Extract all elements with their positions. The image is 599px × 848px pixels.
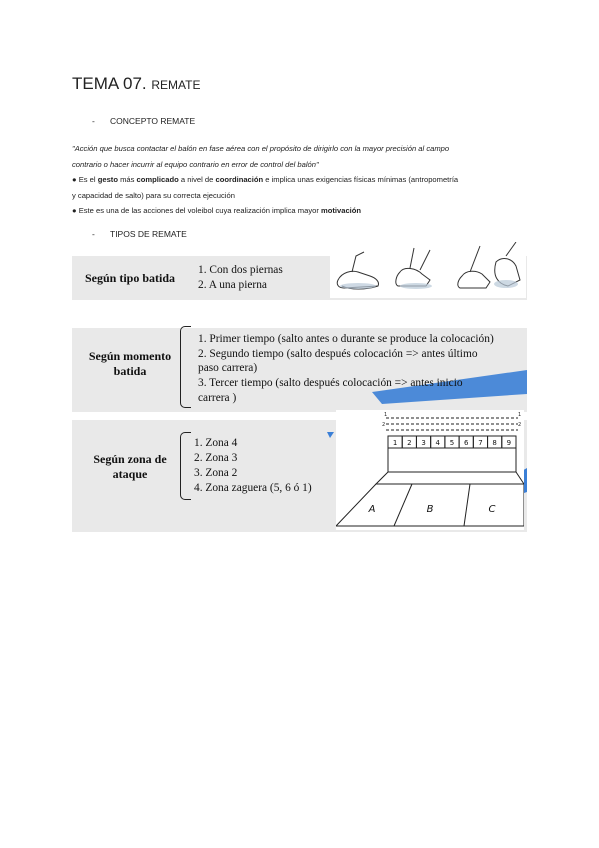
net-number: 5 (449, 439, 455, 447)
bullet-1: ● Es el gesto más complicado a nivel de coordinación e implica unas exigencias físicas mínimas (antropometría (72, 175, 459, 184)
bullet-2: ● Este es una de las acciones del voleibol cuya realización implica mayor motivación (72, 206, 362, 215)
sneakers-illustration (330, 242, 526, 298)
title-sub: REMATE (151, 78, 201, 92)
svg-text:1: 1 (384, 412, 388, 418)
dash-marker: - (92, 229, 95, 239)
item-dos-piernas: 1. Con dos piernas (198, 264, 283, 276)
brace-zona (180, 432, 191, 500)
net-number: 2 (407, 439, 412, 447)
item-tercer-tiempo-cont: carrera ) (198, 392, 237, 404)
category-tipo-batida: Según tipo batida (84, 271, 176, 285)
court-zone-label: C (488, 504, 496, 515)
category-momento-batida: Según momento batida (88, 349, 172, 378)
item-segundo-tiempo: 2. Segundo tiempo (salto después colocación => antes último (198, 348, 478, 360)
item-tercer-tiempo: 3. Tercer tiempo (salto después colocación => antes inicio (198, 377, 463, 389)
section-label: TIPOS DE REMATE (110, 229, 187, 239)
item-zona-4: 1. Zona 4 (194, 437, 238, 449)
section-label: CONCEPTO REMATE (110, 116, 196, 126)
court-diagram (336, 410, 524, 530)
net-number: 4 (435, 439, 441, 447)
tipos-remate-figure (72, 242, 527, 532)
net-number: 7 (478, 439, 483, 447)
title-main: TEMA 07. (72, 74, 147, 93)
net-number: 8 (492, 439, 497, 447)
net-number: 6 (463, 439, 469, 447)
net-number: 3 (421, 439, 426, 447)
quote-line-2: contrario o hacer incurrir al equipo contrario en error de control del balón" (72, 159, 319, 169)
svg-text:2: 2 (382, 422, 386, 428)
quote-line-1: "Acción que busca contactar el balón en fase aérea con el propósito de dirigirlo con la mayor precisión al campo (72, 144, 450, 153)
bullet-1-line-2: y capacidad de salto) para su correcta ejecución (72, 190, 235, 200)
concepto-paragraph (72, 141, 527, 219)
net-number: 9 (506, 439, 512, 447)
svg-text:1: 1 (518, 412, 522, 418)
dash-marker: - (92, 116, 95, 126)
net-number: 1 (392, 439, 398, 447)
item-zona-2: 3. Zona 2 (194, 467, 238, 479)
brace-momento (180, 326, 191, 408)
item-primer-tiempo: 1. Primer tiempo (salto antes o durante se produce la colocación) (198, 333, 494, 345)
court-zone-label: B (426, 504, 434, 515)
item-segundo-tiempo-cont: paso carrera) (198, 362, 258, 374)
item-una-pierna: 2. A una pierna (198, 279, 267, 291)
svg-text:2: 2 (518, 422, 522, 428)
page-title (72, 74, 201, 94)
category-zona-ataque: Según zona de ataque (93, 452, 167, 481)
section-tipos-heading (92, 229, 187, 239)
item-zona-3: 2. Zona 3 (194, 452, 238, 464)
item-zona-zaguera: 4. Zona zaguera (5, 6 ó 1) (194, 482, 312, 494)
section-concepto-heading (92, 116, 195, 126)
court-zone-label: A (368, 504, 376, 515)
